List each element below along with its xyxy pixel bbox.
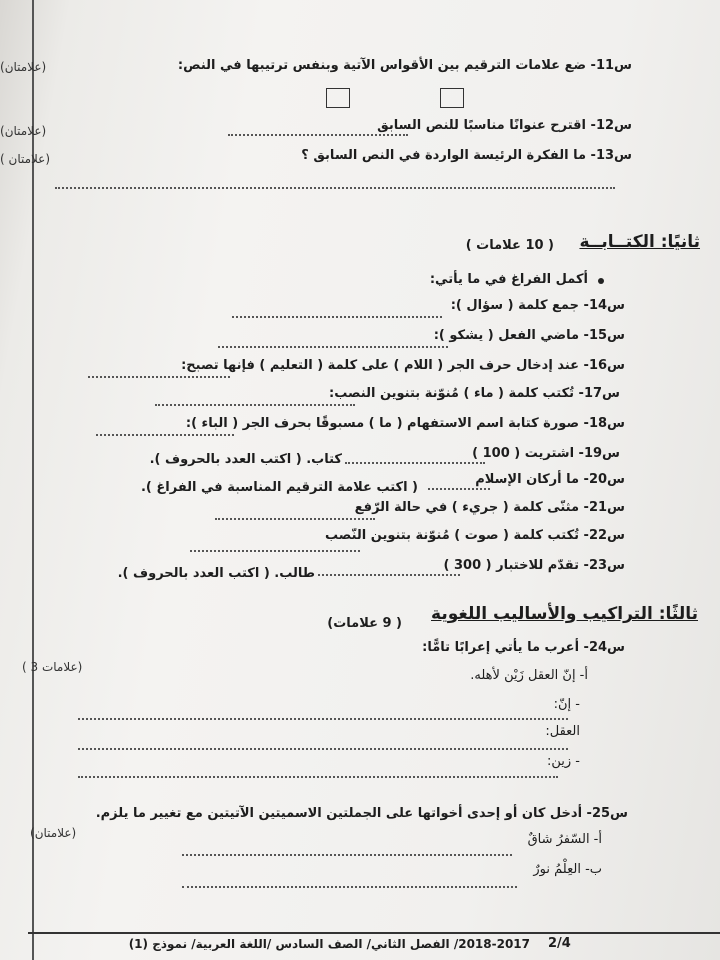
q24-aql-answer-line[interactable] (78, 748, 568, 750)
q24-aql-label: العقل: (545, 724, 580, 739)
q21-text: س21- مثنّى كلمة ( جريء ) في حالة الرّفع (354, 500, 625, 515)
page-number: 2/4 (548, 936, 571, 951)
q15-answer-line[interactable] (218, 346, 448, 348)
q25-text: س25- أدخل كان أو إحدى أخواتها على الجملتين الاسميتين الآتيتين مع تغيير ما يلزم. (95, 806, 628, 821)
punctuation-box-1[interactable] (440, 88, 464, 108)
writing-instruction: أكمل الفراغ في ما يأتي: (429, 272, 588, 287)
q14-answer-line[interactable] (232, 316, 442, 318)
q20-answer-line[interactable] (428, 488, 490, 490)
q24-inna-answer-line[interactable] (78, 718, 568, 720)
q14-text: س14- جمع كلمة ( سؤال ): (450, 298, 625, 313)
q20-text: س20- ما أركان الإسلام (475, 472, 625, 487)
footer-text: 2018-2017/ الفصل الثاني/ الصف السادس /اللغة العربية/ نموذج (1) (128, 937, 530, 951)
q24-inna-label: - إنّ: (553, 697, 580, 712)
q24-text: س24- أعرب ما يأتي إعرابًا تامًّا: (422, 640, 625, 655)
q13-text: س13- ما الفكرة الرئيسة الواردة في النص السابق ؟ (301, 148, 632, 163)
q17-text: س17- تُكتب كلمة ( ماء ) مُنوّنة بتنوين النصب: (329, 386, 620, 401)
q22-answer-line[interactable] (190, 550, 360, 552)
q24-zayn-answer-line[interactable] (78, 776, 558, 778)
q23-instruction: طالب. ( اكتب العدد بالحروف ). (117, 566, 315, 581)
q23-answer-line[interactable] (318, 574, 460, 576)
q15-text: س15- ماضي الفعل ( يشكو ): (433, 328, 625, 343)
q25-a-sentence: أ- السّفرُ شاقٌ (527, 832, 602, 847)
q16-text: س16- عند إدخال حرف الجر ( اللام ) على كلمة ( التعليم ) فإنها تصبح: (181, 358, 625, 373)
q25-marks: (علامتان) (30, 826, 77, 840)
q25-b-answer-line[interactable] (182, 886, 517, 888)
q11-marks: (علامتان) (0, 60, 47, 74)
q24-marks: ( 3 علامات) (22, 660, 83, 674)
bullet-icon (598, 278, 604, 284)
q19-instruction: كتاب. ( اكتب العدد بالحروف ). (149, 452, 342, 467)
q18-text: س18- صورة كتابة اسم الاستفهام ( ما ) مسبوقًا بحرف الجر ( الباء ): (185, 416, 625, 431)
q13-answer-line[interactable] (55, 187, 615, 189)
q25-b-sentence: ب- العِلْمُ نورٌ (533, 862, 602, 877)
q17-answer-line[interactable] (155, 404, 355, 406)
q24-zayn-label: - زين: (547, 754, 580, 769)
q19-text: س19- اشتريت ( 100 ) (472, 446, 620, 461)
grammar-section-title: ثالثًا: التراكيب والأساليب اللغوية (431, 604, 698, 624)
grammar-section-marks: ( 9 علامات) (327, 616, 402, 631)
q13-marks: ( علامتان) (0, 152, 51, 166)
q12-answer-line[interactable] (228, 134, 408, 136)
q21-answer-line[interactable] (215, 518, 375, 520)
q11-text: س11- ضع علامات الترقيم بين الأقواس الآتية وبنفس ترتيبها في النص: (177, 58, 632, 73)
q12-marks: (علامتان) (0, 124, 47, 138)
q16-answer-line[interactable] (88, 376, 230, 378)
q18-answer-line[interactable] (96, 434, 234, 436)
q19-answer-line[interactable] (345, 462, 485, 464)
q20-instruction: ( اكتب علامة الترقيم المناسبة في الفراغ ). (140, 480, 418, 495)
q24-sentence: أ- إنّ العقل زَيْن لأهله. (470, 668, 588, 683)
margin-rule (32, 0, 34, 960)
q25-a-answer-line[interactable] (182, 854, 512, 856)
writing-section-title: ثانيًا: الكتــابــة (579, 232, 700, 252)
punctuation-box-2[interactable] (326, 88, 350, 108)
q23-text: س23- تقدّم للاختبار ( 300 ) (443, 558, 625, 573)
writing-section-marks: ( 10 علامات ) (465, 238, 554, 253)
footer-rule (28, 932, 720, 934)
q22-text: س22- تُكتب كلمة ( صوت ) مُنوّنة بتنوين النّصب (325, 528, 625, 543)
q12-text: س12- اقترح عنوانًا مناسبًا للنص السابق (377, 118, 632, 133)
